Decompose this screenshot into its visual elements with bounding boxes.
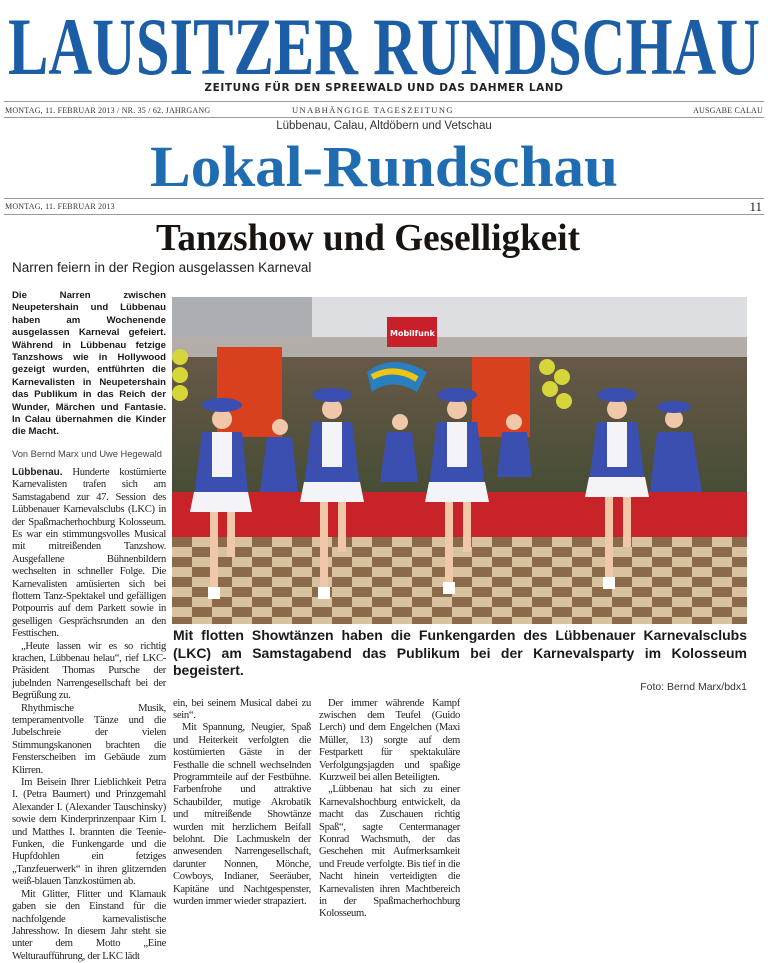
paragraph: Der immer währende Kampf zwischen dem Teufel (Guido Lerch) und dem Engelchen (Maxi Müller, 13) sorgte auf dem Festparkett für spektakuläre Verfolgungsjagden und spaßige Kurzweil bei allen Beteiligten. bbox=[319, 697, 460, 783]
section-title bbox=[150, 136, 620, 194]
photo-caption: Mit flotten Showtänzen haben die Funkengarden des Lübbenauer Karnevalsclubs (LKC) am Samstagabend das Publikum bei der Karnevalsparty im Kolosseum begeistert. bbox=[173, 627, 747, 678]
paragraph: Hunderte kostümierte Karnevalisten trafen sich am Samstagabend zur 47. Session des Lübbenauer Karnevalsclubs (LKC) in der Spaßmacherhochburg Kolosseum. Es war ein stimmungsvolles Musical mit mitreißenden Tanzshow. Ausgefallene Bühnenbildern wechselten in schneller Folge. Die Karnevalisten amüsierten sich bei flottem Tanz-Spektakel und gefälligen Potpourris auf dem Parkett sowie in geselligen Gesprächsrunden an den Festtischen. bbox=[12, 466, 166, 640]
text-columns bbox=[173, 698, 747, 921]
paragraph: „Lübbenau hat sich zu einer Karnevalshochburg entwickelt, da macht das Zuschauen richtig Spaß“, sagte Centermanager Konrad Wachsmuth, der das Geschehen mit Aufmerksamkeit und Freude verfolgte. Bis tief in die Nacht hinein verteidigten die Karnevalisten ihren Machtbereich in der Spaßmacherhochburg Kolosseum. bbox=[319, 784, 460, 920]
article-lead: Die Narren zwischen Neupetershain und Lübbenau haben am Wochenende ausgelassen Karneval gefeiert. Während in Lübbenau fetzige Tanzshows wie in Hollywood gezeigt wurden, entführten die Karnevalisten in Neupetershain das Publikum in das Reich der Wunder, Märchen und Fantasie. In Calau übernahmen die Kinder die Macht. bbox=[12, 290, 166, 438]
svg-text:Mobilfunk: Mobilfunk bbox=[390, 329, 435, 338]
article-column-3 bbox=[319, 698, 460, 921]
divider bbox=[4, 117, 764, 118]
page-number: 11 bbox=[749, 199, 762, 214]
svg-text:Tanzshow und Geselligkeit: Tanzshow und Geselligkeit bbox=[156, 217, 581, 258]
article-subheadline: Narren feiern in der Region ausgelassen Karneval bbox=[12, 260, 312, 275]
issue-line: MONTAG, 11. FEBRUAR 2013 / NR. 35 / 62. JAHRGANG bbox=[5, 106, 211, 115]
article-byline: Von Bernd Marx und Uwe Hegewald bbox=[12, 448, 162, 459]
edition: AUSGABE CALAU bbox=[693, 106, 763, 115]
divider bbox=[4, 101, 764, 102]
region-line: Lübbenau, Calau, Altdöbern und Vetschau bbox=[276, 120, 492, 132]
article-photo bbox=[172, 297, 747, 624]
masthead-title: LAUSITZER RUNDSCHAU bbox=[8, 8, 760, 80]
section-date: MONTAG, 11. FEBRUAR 2013 bbox=[5, 202, 115, 211]
divider bbox=[4, 214, 764, 215]
divider bbox=[4, 198, 764, 199]
svg-text:Lokal-Rundschau: Lokal-Rundschau bbox=[150, 136, 618, 194]
newspaper-masthead bbox=[8, 8, 760, 80]
paragraph: Im Beisein Ihrer Lieblichkeit Petra I. (Petra Baumert) und Prinzgemahl Alexander I. (Alexander Tauschinsky) sowie dem Kinderprinzenpaar Kim I. und Matthes I. brannten die Teenie-Funken, die Funkengarde und die Hupfdohlen ein fetziges „Tanzfeuerwerk“ in ihren glitzernden weiß-blauen Tanzkostümen ab. bbox=[12, 777, 166, 888]
photo-credit: Foto: Bernd Marx/bdx1 bbox=[640, 680, 747, 693]
masthead-subtitle: ZEITUNG FÜR DEN SPREEWALD UND DAS DAHMER LAND bbox=[204, 82, 564, 94]
paragraph: Mit Glitter, Flitter und Klamauk gaben sie den Einstand für die nachfolgende karnevalistische Jahresshow. In diesem Jahr steht sie unter dem Motto „Eine Welturaufführung, der LKC lädt bbox=[12, 888, 166, 962]
article-column-1 bbox=[12, 467, 166, 963]
article-column-2 bbox=[173, 698, 311, 921]
tagline: UNABHÄNGIGE TAGESZEITUNG bbox=[292, 105, 454, 115]
article-headline bbox=[156, 216, 582, 258]
paragraph: Rhythmische Musik, temperamentvolle Tänze und die Jubelschreie der vielen Stimmungskanonen brachten die Fensterscheiben im Gebäude zum Klirren. bbox=[12, 702, 166, 776]
paragraph: Mit Spannung, Neugier, Spaß und Heiterkeit verfolgten die kostümierten Gäste in der Festhalle die schnell wechselnden Programmteile auf der Festbühne. Farbenfrohe und attraktive Schaubilder, mutige Akrobatik und mitreißende Showtänze wurden mit herzlichem Beifall belohnt. Die Lachmuskeln der anwesenden Narrengesellschaft, darunter Nonnen, Mönche, Cowboys, Indianer, Seeräuber, Kapitäne und Nachtgespenster, wurden immer wieder strapaziert. bbox=[173, 722, 311, 907]
left-column bbox=[12, 290, 166, 963]
dateline: Lübbenau. bbox=[12, 466, 63, 478]
paragraph: ein, bei seinem Musical dabei zu sein“. bbox=[173, 697, 311, 721]
right-flow bbox=[173, 627, 747, 921]
paragraph: „Heute lassen wir es so richtig krachen, Lübbenau helau“, rief LKC-Präsident Thomas Pursche der jubelnden Narrengesellschaft bei der Begrüßung zu. bbox=[12, 640, 166, 702]
